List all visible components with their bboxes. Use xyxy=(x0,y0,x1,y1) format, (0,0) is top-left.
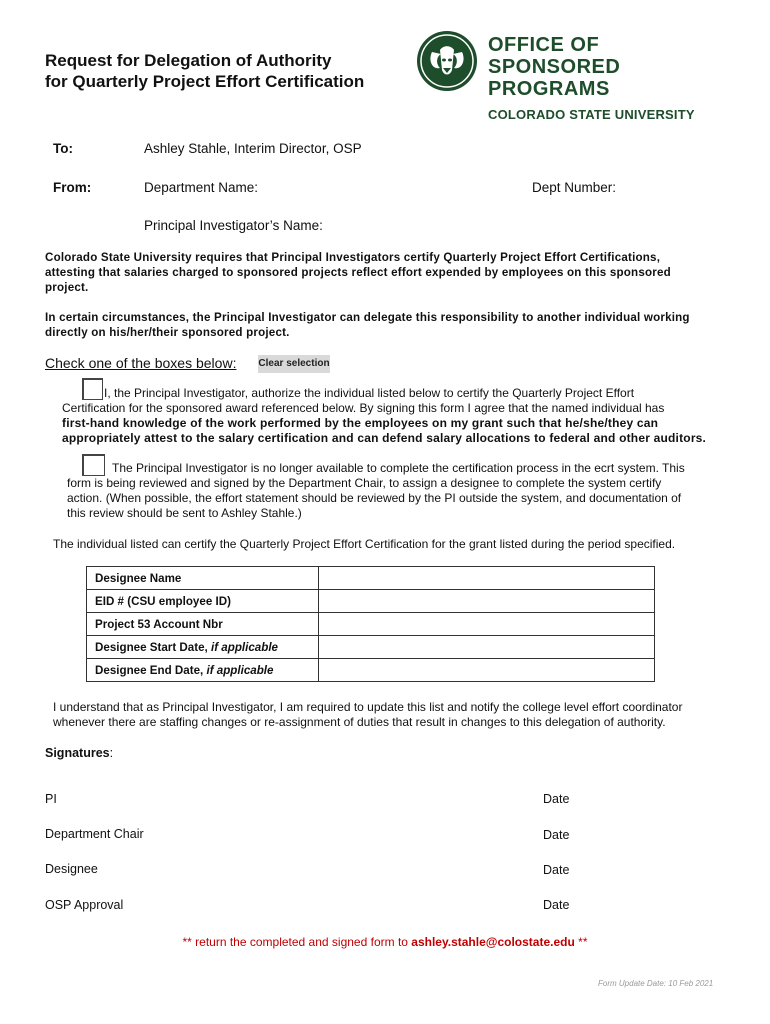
signature-date-designee: Date xyxy=(543,863,570,877)
designee-row-label-text: Designee End Date, xyxy=(95,663,207,677)
option-1-line-2: Certification for the sponsored award referenced below. By signing this form I agree that the named individual has xyxy=(62,401,665,415)
return-suffix: ** xyxy=(574,935,588,949)
designee-table xyxy=(86,566,655,682)
return-prefix: ** return the completed and signed form to xyxy=(182,935,412,949)
option-1-line-4: appropriately attest to the salary certification and can defend salary allocations to federal and other auditors. xyxy=(62,431,707,445)
intro-paragraph-2 xyxy=(45,310,690,340)
designee-table-row xyxy=(87,590,655,613)
page-title xyxy=(45,50,364,92)
to-label: To: xyxy=(53,141,73,156)
signatures-heading-label: Signatures xyxy=(45,746,110,760)
intro-p2-line-2: directly on his/her/their sponsored project. xyxy=(45,326,290,339)
designee-row-label xyxy=(87,590,319,613)
from-label: From: xyxy=(53,180,92,195)
intro-p1-line-2: attesting that salaries charged to sponsored projects reflect effort expended by employees on this sponsored xyxy=(45,266,671,279)
designee-table-row xyxy=(87,567,655,590)
signatures-heading-colon: : xyxy=(109,746,114,760)
return-email-link[interactable]: ashley.stahle@colostate.edu xyxy=(411,935,575,949)
option-2-line-2: form is being reviewed and signed by the Department Chair, to assign a designee to complete the system certify xyxy=(67,476,662,490)
intro-p2-line-1: In certain circumstances, the Principal Investigator can delegate this responsibility to another individual working xyxy=(45,311,690,324)
designee-row-label-text: Project 53 Account Nbr xyxy=(95,617,223,631)
intro-p1-line-1: Colorado State University requires that Principal Investigators certify Quarterly Project Effort Certifications, xyxy=(45,251,661,264)
understanding-line-1: I understand that as Principal Investigator, I am required to update this list and notify the college level effort coordinator xyxy=(53,700,683,714)
department-name-label: Department Name: xyxy=(144,180,259,195)
option-2-line-3: action. (When possible, the effort statement should be reviewed by the PI outside the system, and documentation of xyxy=(67,491,682,505)
osp-logo xyxy=(416,28,746,122)
designee-row-label xyxy=(87,613,319,636)
designee-row-value-field[interactable] xyxy=(319,636,655,659)
designee-row-label-text: Designee Name xyxy=(95,571,182,585)
designee-row-label xyxy=(87,567,319,590)
designee-table-row xyxy=(87,636,655,659)
signature-label-osp-approval: OSP Approval xyxy=(45,898,124,912)
form-update-date: Form Update Date: 10 Feb 2021 xyxy=(598,979,714,988)
option-1-line-1: I, the Principal Investigator, authorize the individual listed below to certify the Quarterly Project Effort xyxy=(104,386,635,400)
designee-row-label xyxy=(87,659,319,682)
option-1-line-3: first-hand knowledge of the work performed by the employees on my grant such that he/she/they can xyxy=(62,416,659,430)
designee-table-row xyxy=(87,613,655,636)
signature-label-pi: PI xyxy=(45,792,57,806)
logo-line-1: OFFICE OF xyxy=(488,34,600,56)
understanding-statement xyxy=(53,700,682,730)
option-1-text xyxy=(62,386,752,446)
logo-line-2: SPONSORED PROGRAMS xyxy=(488,56,621,100)
options-heading: Check one of the boxes below: xyxy=(45,355,237,371)
intro-p1-line-3: project. xyxy=(45,281,89,294)
signature-label-department-chair: Department Chair xyxy=(45,827,144,841)
designee-row-value-field[interactable] xyxy=(319,613,655,636)
designee-row-label-text: Designee Start Date, xyxy=(95,640,211,654)
intro-paragraph-1 xyxy=(45,250,671,295)
designee-row-label-suffix: if applicable xyxy=(210,640,278,654)
logo-line-3: COLORADO STATE UNIVERSITY xyxy=(488,107,695,122)
option-2-line-4: this review should be sent to Ashley Stahle.) xyxy=(67,506,302,520)
csu-ram-icon xyxy=(416,30,478,92)
designee-row-label xyxy=(87,636,319,659)
title-line-2: for Quarterly Project Effort Certification xyxy=(45,72,365,91)
return-instructions xyxy=(0,935,770,949)
osp-logo-text xyxy=(488,34,746,123)
option-2-text xyxy=(67,461,757,521)
signature-label-designee: Designee xyxy=(45,862,98,876)
option-2-line-1: The Principal Investigator is no longer available to complete the certification process in the ecrt system. This xyxy=(112,461,685,475)
certify-statement: The individual listed can certify the Quarterly Project Effort Certification for the grant listed during the period specified. xyxy=(53,537,676,551)
clear-selection-button[interactable]: Clear selection xyxy=(258,355,330,373)
signature-date-department-chair: Date xyxy=(543,828,570,842)
signature-date-pi: Date xyxy=(543,792,570,806)
dept-number-label: Dept Number: xyxy=(532,180,617,195)
designee-row-label-suffix: if applicable xyxy=(206,663,274,677)
designee-row-value-field[interactable] xyxy=(319,567,655,590)
title-line-1: Request for Delegation of Authority xyxy=(45,51,332,70)
designee-row-value-field[interactable] xyxy=(319,659,655,682)
designee-row-label-text: EID # (CSU employee ID) xyxy=(95,594,231,608)
understanding-line-2: whenever there are staffing changes or re-assignment of duties that result in changes to this delegation of authority. xyxy=(53,715,666,729)
pi-name-label: Principal Investigator’s Name: xyxy=(144,218,323,233)
signatures-heading xyxy=(45,746,113,760)
signature-date-osp-approval: Date xyxy=(543,898,570,912)
designee-row-value-field[interactable] xyxy=(319,590,655,613)
to-value: Ashley Stahle, Interim Director, OSP xyxy=(144,141,362,156)
designee-table-row xyxy=(87,659,655,682)
